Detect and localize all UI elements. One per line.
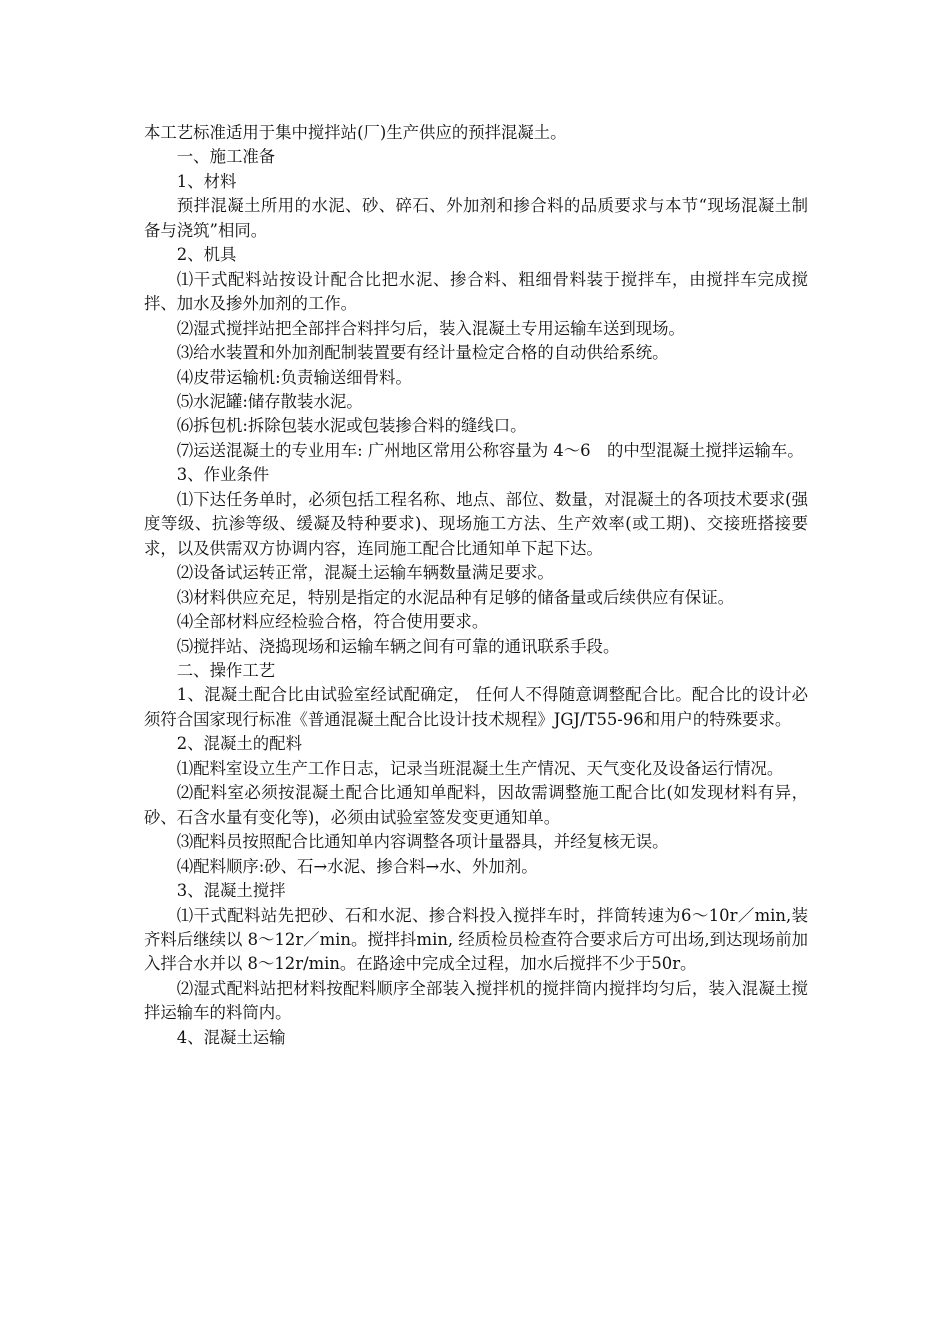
mixing-item: ⑵湿式配料站把材料按配料顺序全部装入搅拌机的搅拌筒内搅拌均匀后，装入混凝土搅拌运输车的料筒内。 <box>144 978 808 1023</box>
subheading-materials: 1、材料 <box>176 171 237 191</box>
materials-paragraph: 预拌混凝土所用的水泥、砂、碎石、外加剂和掺合料的品质要求与本节“现场混凝土制备与浇筑”相同。 <box>144 196 808 240</box>
section-heading-preparation: 一、施工准备 <box>176 147 276 167</box>
condition-item: ⑶材料供应充足，特别是指定的水泥品种有足够的储备量或后续供应有保证。 <box>176 587 735 607</box>
scope-paragraph: 本工艺标准适用于集中搅拌站(厂)生产供应的预拌混凝土。 <box>144 123 567 142</box>
equipment-item: ⑴干式配料站按设计配合比把水泥、掺合料、粗细骨料装于搅拌车，由搅拌车完成搅拌、加水及掺外加剂的工作。 <box>144 269 808 314</box>
condition-item: ⑴下达任务单时，必须包括工程名称、地点、部位、数量，对混凝土的各项技术要求(强度等级、抗渗等级、缓凝及特种要求)、现场施工方法、生产效率(或工期)、交接班搭接要求，以及供需双方协调内容，连同施工配合比通知单下起下达。 <box>144 489 808 558</box>
equipment-item: ⑺运送混凝土的专业用车: 广州地区常用公称容量为 4～6 的中型混凝土搅拌运输车。 <box>176 440 804 460</box>
batching-item: ⑶配料员按照配合比通知单内容调整各项计量器具，并经复核无误。 <box>176 832 669 852</box>
condition-item: ⑵设备试运转正常，混凝土运输车辆数量满足要求。 <box>176 563 554 583</box>
subheading-equipment: 2、机具 <box>176 245 237 265</box>
equipment-item: ⑵湿式搅拌站把全部拌合料拌匀后，装入混凝土专用运输车送到现场。 <box>176 318 685 338</box>
batching-item: ⑴配料室设立生产工作日志，记录当班混凝土生产情况、天气变化及设备运行情况。 <box>176 758 784 778</box>
equipment-item: ⑸水泥罐:储存散装水泥。 <box>176 391 363 411</box>
subheading-mixing: 3、混凝土搅拌 <box>176 881 286 901</box>
document-body <box>144 121 808 1050</box>
subheading-batching: 2、混凝土的配料 <box>176 734 302 754</box>
equipment-item: ⑶给水装置和外加剂配制装置要有经计量检定合格的自动供给系统。 <box>176 343 669 363</box>
process-paragraph: 1、混凝土配合比由试验室经试配确定， 任何人不得随意调整配合比。配合比的设计必须符合国家现行标准《普通混凝土配合比设计技术规程》JGJ/T55-96和用户的特殊要求。 <box>144 685 808 729</box>
subheading-transport: 4、混凝土运输 <box>176 1027 286 1047</box>
subheading-work-conditions: 3、作业条件 <box>176 465 270 485</box>
equipment-item: ⑹拆包机:拆除包装水泥或包装掺合料的缝线口。 <box>176 416 527 436</box>
condition-item: ⑸搅拌站、浇捣现场和运输车辆之间有可靠的通讯联系手段。 <box>176 636 620 656</box>
mixing-item: ⑴干式配料站先把砂、石和水泥、掺合料投入搅拌车时，拌筒转速为6～10r／min,装齐料后继续以 8～12r／min。搅拌抖min, 经质检员检查符合要求后方可出场,到达现场前加入拌合水并以 8～12r/min。在路途中完成全过程，加水后搅拌不少于50r。 <box>144 905 808 974</box>
equipment-item: ⑷皮带运输机:负责输送细骨料。 <box>176 367 412 387</box>
section-heading-process: 二、操作工艺 <box>176 660 276 680</box>
batching-item: ⑷配料顺序:砂、石→水泥、掺合料→水、外加剂。 <box>176 856 538 876</box>
batching-item: ⑵配料室必须按混凝土配合比通知单配料，因故需调整施工配合比(如发现材料有异，砂、石含水量有变化等)，必须由试验室签发变更通知单。 <box>144 783 808 827</box>
condition-item: ⑷全部材料应经检验合格，符合使用要求。 <box>176 612 489 632</box>
